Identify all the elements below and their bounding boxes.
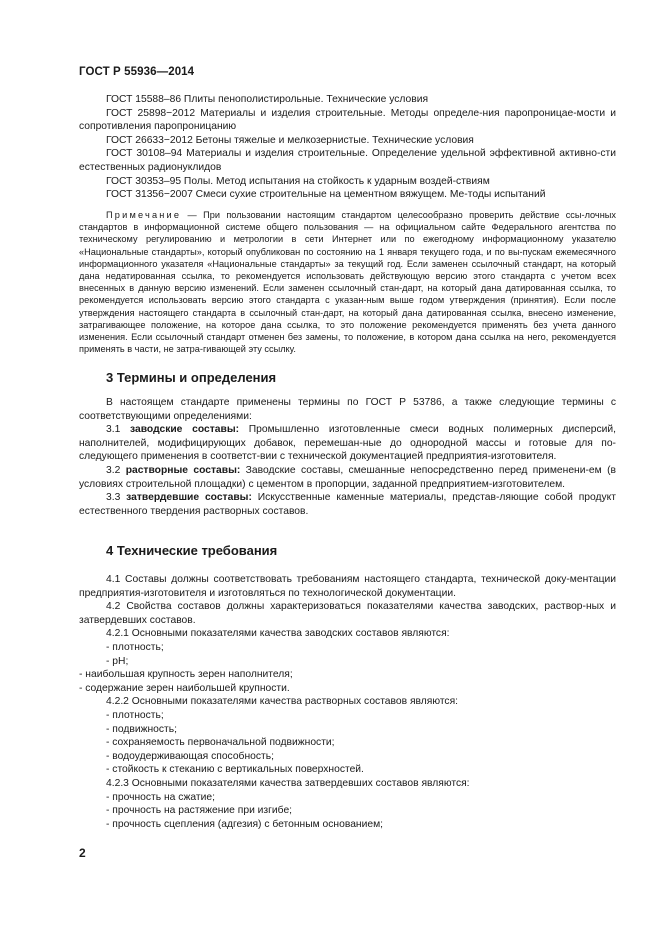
term-3-2: 3.2 растворные составы: Заводские составы, смешанные непосредственно перед применени-ем (в условиях строительной площадки) с цементом в пропорции, заданной предприятием-изготовителем.	[79, 464, 616, 490]
reference-item: ГОСТ 15588–86 Плиты пенополистирольные. Технические условия	[106, 94, 429, 105]
term-name: затвердевшие составы:	[126, 492, 252, 504]
list-item: - плотность;	[106, 709, 164, 721]
reference-item: ГОСТ 31356−2007 Смеси сухие строительные на цементном вяжущем. Ме-тоды испытаний	[106, 189, 546, 201]
paragraph-4-2-3: 4.2.3 Основными показателями качества затвердевших составов являются:	[106, 777, 470, 789]
reference-item: ГОСТ 30108–94 Материалы и изделия строительные. Определение удельной эффективной активно-сти естественных радионуклидов	[79, 148, 616, 173]
normative-references	[79, 93, 616, 202]
term-name: растворные составы:	[125, 464, 241, 476]
term-3-1: 3.1 заводские составы: Промышленно изготовленные смеси водных полимерных дисперсий, наполнителей, модифицирующих добавок, перемешан-ные до однородной массы и готовые для по-следующего применения в соответст-вии с технической документацией предприятия-изготовителя.	[79, 424, 616, 463]
reference-item: ГОСТ 25898−2012 Материалы и изделия строительные. Методы определе-ния паропроницае-мости и сопротивления паропроницанию	[79, 107, 616, 133]
page-number: 2	[79, 846, 86, 860]
paragraph-4-1: 4.1 Составы должны соответствовать требованиям настоящего стандарта, технической доку-ментации предприятия-изготовителя и изготовляться по технологической документации.	[79, 574, 616, 599]
section-3-title: 3 Термины и определения	[106, 370, 277, 385]
paragraph-4-2: 4.2 Свойства составов должны характеризоваться показателями качества заводских, раствор-ных и затвердевших составов.	[79, 601, 616, 626]
list-item: - водоудерживающая способность;	[106, 750, 274, 762]
list-item: - плотность;	[106, 641, 164, 653]
list-item: - рН;	[106, 655, 129, 667]
list-item: - прочность на сжатие;	[106, 791, 215, 803]
list-item: - подвижность;	[106, 723, 177, 735]
list-item: - сохраняемость первоначальной подвижности;	[106, 737, 335, 749]
note-label: Примечание	[106, 210, 182, 220]
list-item: - прочность сцепления (адгезия) с бетонным основанием;	[106, 818, 384, 830]
section-3-intro: В настоящем стандарте применены термины по ГОСТ Р 53786, а также следующие термины с соответствующими определениями:	[79, 397, 616, 422]
list-item: - содержание зерен наибольшей крупности.	[79, 682, 290, 694]
list-item: - прочность на растяжение при изгибе;	[106, 805, 293, 817]
list-item: - наибольшая крупность зерен наполнителя;	[79, 669, 293, 681]
section-4-body	[79, 573, 616, 831]
term-3-3: 3.3 затвердевшие составы: Искусственные каменные материалы, представ-ляющие собой продукт естественного твердения растворных составов.	[79, 492, 616, 517]
paragraph-4-2-1: 4.2.1 Основными показателями качества заводских составов являются:	[106, 628, 450, 640]
section-3-body	[79, 396, 616, 518]
term-name: заводские составы:	[130, 424, 240, 436]
reference-item: ГОСТ 30353–95 Полы. Метод испытания на стойкость к ударным воздей-ствиям	[106, 175, 490, 187]
section-4-title: 4 Технические требования	[106, 543, 278, 558]
reference-item: ГОСТ 26633−2012 Бетоны тяжелые и мелкозернистые. Технические условия	[106, 134, 474, 146]
list-item: - стойкость к стеканию с вертикальных поверхностей.	[106, 764, 364, 776]
document-header: ГОСТ Р 55936—2014	[79, 66, 195, 78]
note-paragraph	[79, 209, 616, 355]
note-text: — При пользовании настоящим стандартом целесообразно проверить действие ссы-лочных стандартов в информационной системе общего пользования — на официальном сайте Федерального агентства по техническому регулированию и метрологии в сети Интернет или по ежегодному информационному указателю «Национальные стандарты», который опубликован по состоянию на 1 января текущего года, и по вы-пускам ежемесячного информационного указателя «Национальные стандарты» за текущий год. Если заменен ссылочный стандарт, на который дана недатированная ссылка, то рекомендуется использовать действующую версию этого стандарта с учетом всех внесенных в данную версию изменений. Если заменен ссылочный стан-дарт, на который дана датированная ссылка, то рекомендуется использовать версию этого стандарта с указан-ным выше годом утверждения (принятия). Если после утверждения настоящего стандарта в ссылочный стан-дарт, на который дана датированная ссылка, внесено изменение, затрагивающее положение, на которое дана ссылка, то это положение рекомендуется применять без учета данного изменения. Если ссылочный стандарт отменен без замены, то положение, в котором дана ссылка на него, рекомендуется применять в части, не затра-гивающей эту ссылку.	[79, 210, 616, 355]
paragraph-4-2-2: 4.2.2 Основными показателями качества растворных составов являются:	[106, 696, 459, 708]
